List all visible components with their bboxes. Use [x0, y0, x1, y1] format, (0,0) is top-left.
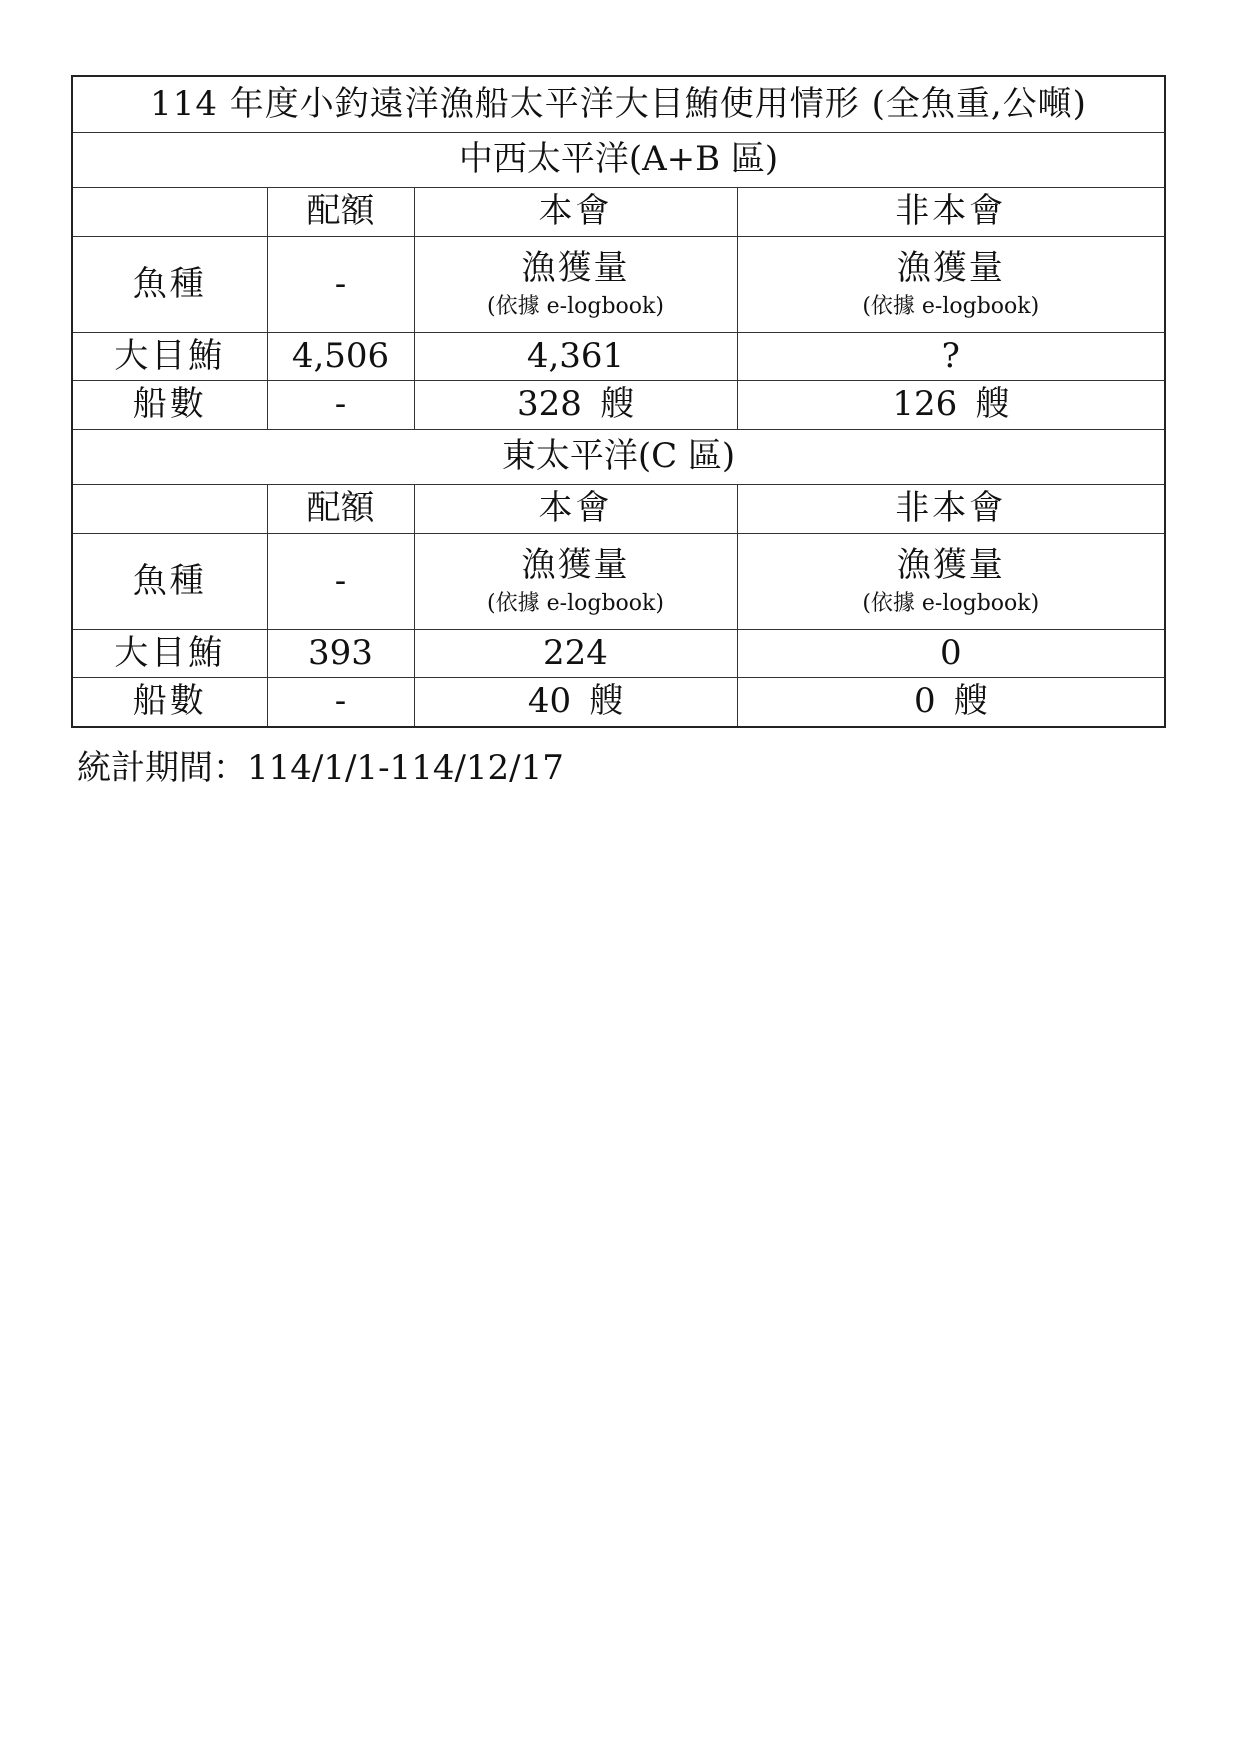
vessels-quota-dash: - — [267, 678, 414, 728]
species-header: 魚種 — [72, 237, 267, 333]
catch-label: 漁獲量 — [896, 247, 1005, 288]
catch-label: 漁獲量 — [521, 544, 630, 585]
non-member-header: 非本會 — [737, 188, 1165, 237]
member-catch-value: 4,361 — [414, 333, 737, 381]
vessels-label: 船數 — [72, 381, 267, 430]
species-name: 大目鮪 — [72, 333, 267, 381]
member-catch-header — [414, 534, 737, 630]
blank-header-cell — [72, 188, 267, 237]
quota-dash: - — [267, 237, 414, 333]
region-title: 東太平洋(C 區) — [72, 430, 1165, 485]
bigeye-usage-table — [71, 75, 1166, 728]
table-title: 114 年度小釣遠洋漁船太平洋大目鮪使用情形 (全魚重,公噸) — [72, 76, 1165, 133]
vessel-unit: 艘 — [599, 384, 634, 425]
subheader-row — [72, 237, 1165, 333]
source-note: (依據 e-logbook) — [487, 591, 664, 617]
species-header: 魚種 — [72, 534, 267, 630]
source-note: (依據 e-logbook) — [862, 294, 1040, 320]
member-catch-value: 224 — [414, 630, 737, 678]
quota-header: 配額 — [267, 188, 414, 237]
non-member-vessel-count — [737, 381, 1165, 430]
table-title-row — [72, 76, 1165, 133]
non-member-catch-header — [737, 534, 1165, 630]
quota-value: 4,506 — [267, 333, 414, 381]
vessels-quota-dash: - — [267, 381, 414, 430]
non-member-catch-value: ? — [737, 333, 1165, 381]
vessel-unit: 艘 — [975, 384, 1010, 425]
region-row — [72, 133, 1165, 188]
catch-label: 漁獲量 — [896, 544, 1005, 585]
vessels-label: 船數 — [72, 678, 267, 728]
region-row — [72, 430, 1165, 485]
non-member-catch-header — [737, 237, 1165, 333]
header-row — [72, 188, 1165, 237]
quota-dash: - — [267, 534, 414, 630]
vessel-count-row — [72, 678, 1165, 728]
source-note: (依據 e-logbook) — [487, 294, 664, 320]
source-note: (依據 e-logbook) — [862, 591, 1040, 617]
non-member-header: 非本會 — [737, 485, 1165, 534]
vessel-unit: 艘 — [953, 681, 988, 722]
quota-header: 配額 — [267, 485, 414, 534]
region-title: 中西太平洋(A+B 區) — [72, 133, 1165, 188]
member-vessel-number: 328 — [517, 384, 582, 425]
vessel-count-row — [72, 381, 1165, 430]
member-vessel-count — [414, 381, 737, 430]
member-catch-header — [414, 237, 737, 333]
member-header: 本會 — [414, 188, 737, 237]
quota-value: 393 — [267, 630, 414, 678]
member-vessel-number: 40 — [527, 681, 572, 722]
vessel-unit: 艘 — [589, 681, 624, 722]
statistics-period: 統計期間：114/1/1-114/12/17 — [77, 748, 564, 788]
header-row — [72, 485, 1165, 534]
catch-label: 漁獲量 — [521, 247, 630, 288]
member-vessel-count — [414, 678, 737, 728]
non-member-catch-value: 0 — [737, 630, 1165, 678]
non-member-vessel-number: 0 — [913, 681, 936, 722]
species-name: 大目鮪 — [72, 630, 267, 678]
species-data-row — [72, 630, 1165, 678]
non-member-vessel-count — [737, 678, 1165, 728]
blank-header-cell — [72, 485, 267, 534]
subheader-row — [72, 534, 1165, 630]
member-header: 本會 — [414, 485, 737, 534]
non-member-vessel-number: 126 — [892, 384, 958, 425]
species-data-row — [72, 333, 1165, 381]
